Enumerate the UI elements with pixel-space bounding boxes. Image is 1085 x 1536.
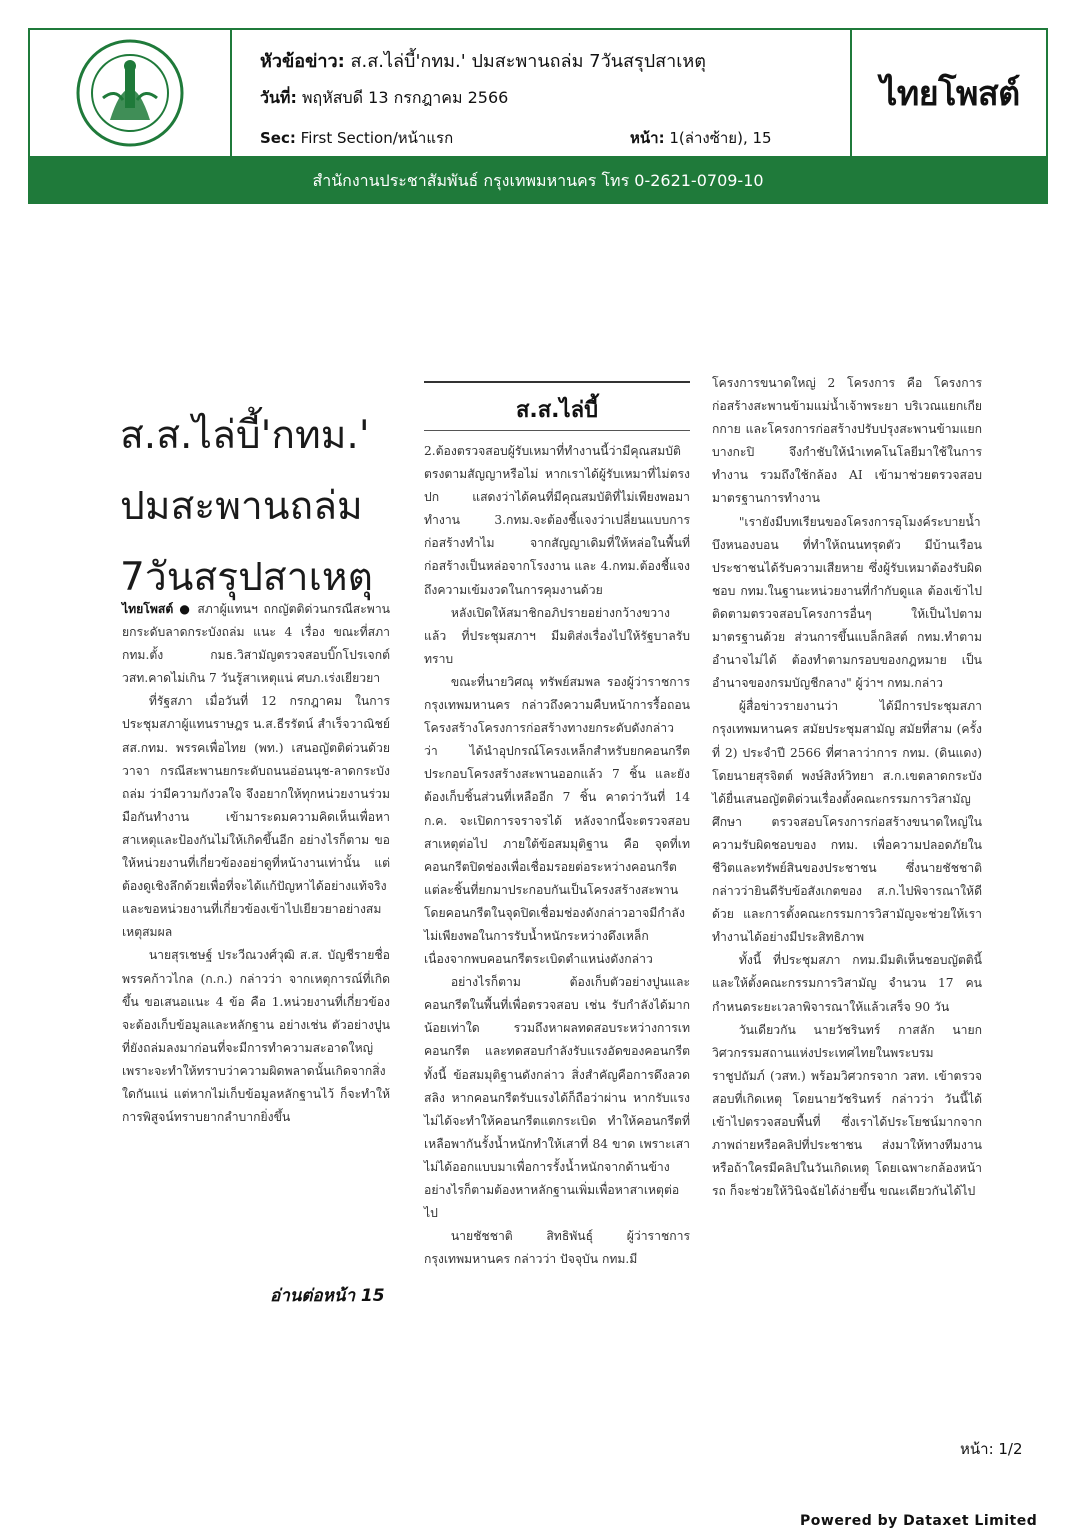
clipping-info	[260, 42, 850, 152]
headline-value: ส.ส.ไล่บี้'กทม.' ปมสะพานถล่ม 7วันสรุปสาเหตุ	[350, 51, 706, 72]
body-paragraph: โครงการขนาดใหญ่ 2 โครงการ คือ โครงการก่อสร้างสะพานข้ามแม่น้ำเจ้าพระยา บริเวณแยกเกียกกาย และโครงการก่อสร้างปรับปรุงสะพานข้ามแยกบางกะปิ จึงกำชับให้นำเทคโนโลยีมาใช้ในการทำงาน รวมถึงใช้กล้อง AI เข้ามาช่วยตรวจสอบมาตรฐานการทำงาน	[712, 376, 982, 506]
section-row	[260, 126, 453, 150]
section-title: ส.ส.ไล่บี้	[515, 398, 599, 423]
lead-paragraph	[122, 598, 390, 690]
byline: ไทยโพสต์ ●	[122, 602, 192, 616]
headline-line: 7วันสรุปสาเหตุ	[120, 555, 373, 600]
date-row	[260, 86, 508, 111]
body-paragraph: นายชัชชาติ สิทธิพันธุ์ ผู้ว่าราชการกรุงเทพมหานคร กล่าวว่า ปัจจุบัน กทม.มี	[424, 1229, 690, 1267]
body-paragraph: วันเดียวกัน นายวัชรินทร์ กาสลัก นายกวิศวกรรมสถานแห่งประเทศไทยในพระบรมราชูปถัมภ์ (วสท.) พร้อมวิศวกรจาก วสท. เข้าตรวจสอบที่เกิดเหตุ โดยนายวัชรินทร์ กล่าวว่า วันนี้ได้เข้าไปตรวจสอบพื้นที่ ซึ่งเราได้ประโยชน์มากจากภาพถ่ายหรือคลิปที่ประชาชน ส่งมาให้ทางทีมงาน หรือถ้าใครมีคลิปในวันเกิดเหตุ โดยเฉพาะกล้องหน้ารถ ก็จะช่วยให้วินิจฉัยได้ง่ายขึ้น ขณะเดียวกันได้ไป	[712, 1022, 982, 1199]
contact-bar: สำนักงานประชาสัมพันธ์ กรุงเทพมหานคร โทร 0-2621-0709-10	[28, 158, 1048, 204]
bma-seal-icon	[75, 38, 185, 148]
body-paragraph: หลังเปิดให้สมาชิกอภิปรายอย่างกว้างขวางแล้ว ที่ประชุมสภาฯ มีมติส่งเรื่องไปให้รัฐบาลรับทราบ	[424, 605, 690, 666]
sec-value: First Section/หน้าแรก	[300, 129, 454, 147]
article-column-3	[712, 372, 982, 1322]
headline-line: ส.ส.ไล่บี้'กทม.'	[120, 413, 370, 458]
article-headline	[120, 400, 400, 613]
page-indicator: หน้า: 1/2	[960, 1440, 1023, 1458]
article-column-1	[122, 598, 390, 1125]
body-paragraph: ที่รัฐสภา เมื่อวันที่ 12 กรกฎาคม ในการประชุมสภาผู้แทนราษฎร น.ส.ธีรรัตน์ สำเร็จวาณิชย์ สส.กทม. พรรคเพื่อไทย (พท.) เสนอญัตติด่วนด้วยวาจา กรณีสะพานยกระดับถนนอ่อนนุช-ลาดกระบังถล่ม ว่ามีความกังวลใจ จึงอยากให้ทุกหน่วยงานร่วมมือกันทำงาน เข้ามาระดมความคิดเห็นเพื่อหาสาเหตุและป้องกันไม่ให้เกิดขึ้นอีก อย่างไรก็ตาม ขอให้หน่วยงานที่เกี่ยวข้องอย่าดูที่หน้างานเท่านั้น แต่ต้องดูเชิงลึกด้วยเพื่อที่จะได้แก้ปัญหาได้อย่างแท้จริง และขอหน่วยงานที่เกี่ยวข้องเข้าไปเยียวยาอย่างสมเหตุสมผล	[122, 694, 390, 940]
body-paragraph: อย่างไรก็ตาม ต้องเก็บตัวอย่างปูนและคอนกรีตในพื้นที่เพื่อตรวจสอบ เช่น รับกำลังได้มากน้อยเท่าใด รวมถึงหาผลทดสอบระหว่างการเทคอนกรีต และทดสอบกำลังรับแรงอัดของคอนกรีต ทั้งนี้ ข้อสมมุติฐานดังกล่าว สิ่งสำคัญคือการดึงลวดสลิง หากคอนกรีตรับแรงได้ก็ถือว่าผ่าน หากรับแรงไม่ได้จะทำให้คอนกรีตแตกระเบิด ทำให้คอนกรีตที่เหลือพากันรั้งน้ำหนักทำให้เสาที่ 84 ขาด เพราะเสาไม่ได้ออกแบบมาเพื่อการรั้งน้ำหนักจากด้านข้าง อย่างไรก็ตามต้องหาหลักฐานเพิ่มเพื่อหาสาเหตุต่อไป	[424, 975, 690, 1221]
brand-cell	[850, 30, 1048, 156]
continue-link[interactable]: อ่านต่อหน้า 15	[270, 1286, 385, 1306]
page-row	[630, 126, 772, 150]
headline-line: ปมสะพานถล่ม	[120, 484, 363, 529]
section-rule	[424, 430, 690, 431]
section-rule	[424, 381, 690, 383]
newspaper-logo: ไทยโพสต์	[880, 74, 1020, 114]
article-column-2	[424, 440, 690, 1320]
date-value: พฤหัสบดี 13 กรกฎาคม 2566	[301, 88, 509, 107]
body-paragraph: ผู้สื่อข่าวรายงานว่า ได้มีการประชุมสภากรุงเทพมหานคร สมัยประชุมสามัญ สมัยที่สาม (ครั้งที่ 2) ประจำปี 2566 ที่ศาลาว่าการ กทม. (ดินแดง) โดยนายสุรจิตต์ พงษ์สิงห์วิทยา ส.ก.เขตลาดกระบัง ได้ยื่นเสนอญัตติด่วนเรื่องตั้งคณะกรรมการวิสามัญศึกษา ตรวจสอบโครงการก่อสร้างขนาดใหญ่ในความรับผิดชอบของ กทม. เพื่อความปลอดภัยในชีวิตและทรัพย์สินของประชาชน ซึ่งนายชัชชาติ กล่าวว่ายินดีรับข้อสังเกตของ ส.ก.ไปพิจารณาให้ดีด้วย และการตั้งคณะกรรมการวิสามัญจะช่วยให้เราทำงานได้อย่างมีประสิทธิภาพ	[712, 699, 982, 945]
date-label: วันที่:	[260, 88, 297, 107]
body-paragraph: นายสุรเชษฐ์ ประวีณวงศ์วุฒิ ส.ส. บัญชีรายชื่อ พรรคก้าวไกล (ก.ก.) กล่าวว่า จากเหตุการณ์ที่เกิดขึ้น ขอเสนอแนะ 4 ข้อ คือ 1.หน่วยงานที่เกี่ยวข้องจะต้องเก็บข้อมูลและหลักฐาน อย่างเช่น ตัวอย่างปูนที่ยังถล่มลงมาก่อนที่จะมีการทำความสะอาดใหญ่ เพราะจะทำให้ทราบว่าความผิดพลาดนั้นเกิดจากสิ่งใดกันแน่ แต่หากไม่เก็บข้อมูลหลักฐานไว้ ก็จะทำให้การพิสูจน์ทราบยากลำบากยิ่งขึ้น	[122, 948, 390, 1125]
page-value: 1(ล่างซ้าย), 15	[669, 129, 772, 147]
body-paragraph: 2.ต้องตรวจสอบผู้รับเหมาที่ทำงานนี้ว่ามีคุณสมบัติตรงตามสัญญาหรือไม่ หากเราได้ผู้รับเหมาที่ไม่ตรงปก แสดงว่าได้คนที่มีคุณสมบัติที่ไม่เพียงพอมาทำงาน 3.กทม.จะต้องชี้แจงว่าเปลี่ยนแบบการก่อสร้างทำไม จากสัญญาเดิมที่ให้หล่อในพื้นที่ก่อสร้างเป็นหล่อจากโรงงาน และ 4.กทม.ต้องชี้แจงถึงความเข้มงวดในการคุมงานด้วย	[424, 444, 690, 597]
body-paragraph: "เรายังมีบทเรียนของโครงการอุโมงค์ระบายน้ำบึงหนองบอน ที่ทำให้ถนนทรุดตัว มีบ้านเรือนประชาชนได้รับความเสียหาย ซึ่งผู้รับเหมาต้องรับผิดชอบ กทม.ในฐานะหน่วยงานที่กำกับดูแล ต้องเข้าไปติดตามตรวจสอบโครงการอื่นๆ ให้เป็นไปตามมาตรฐานด้วย ส่วนการขึ้นแบล็กลิสต์ กทม.ทำตามอำนาจไม่ได้ ต้องทำตามกรอบของกฎหมาย เป็นอำนาจของกรมบัญชีกลาง" ผู้ว่าฯ กทม.กล่าว	[712, 514, 982, 691]
body-paragraph: ทั้งนี้ ที่ประชุมสภา กทม.มีมติเห็นชอบญัตตินี้ และให้ตั้งคณะกรรมการวิสามัญ จำนวน 17 คน กำหนดระยะเวลาพิจารณาให้แล้วเสร็จ 90 วัน	[712, 953, 982, 1014]
powered-by: Powered by Dataxet Limited	[800, 1513, 1038, 1529]
headline-row	[260, 46, 706, 75]
body-paragraph: ขณะที่นายวิศณุ ทรัพย์สมพล รองผู้ว่าราชการกรุงเทพมหานคร กล่าวถึงความคืบหน้าการรื้อถอนโครงสร้างโครงการก่อสร้างทางยกระดับดังกล่าว ว่า ได้นำอุปกรณ์โครงเหล็กสำหรับยกคอนกรีตประกอบโครงสร้างสะพานออกแล้ว 7 ชิ้น และยังต้องเก็บชิ้นส่วนที่เหลืออีก 7 ชิ้น คาดว่าวันที่ 14 ก.ค. จะเปิดการจราจรได้ หลังจากนี้จะตรวจสอบสาเหตุต่อไป ภายใต้ข้อสมมุติฐาน คือ จุดที่เทคอนกรีตปิดช่องเพื่อเชื่อมรอยต่อระหว่างคอนกรีตแต่ละชิ้นที่ยกมาประกอบกันเป็นโครงสร้างสะพาน โดยคอนกรีตในจุดปิดเชื่อมช่องดังกล่าวอาจมีกำลังไม่เพียงพอในการรับน้ำหนักระหว่างดึงเหล็ก เนื่องจากพบคอนกรีตระเบิดตำแหน่งดังกล่าว	[424, 674, 690, 967]
page-label: หน้า:	[630, 129, 665, 147]
lead-text: สภาผู้แทนฯ ถกญัตติด่วนกรณีสะพานยกระดับลาดกระบังถล่ม แนะ 4 เรื่อง ขณะที่สภา กทม.ตั้ง กมธ.วิสามัญตรวจสอบบิ๊กโปรเจกต์ วสท.คาดไม่เกิน 7 วันรู้สาเหตุแน่ ศบภ.เร่งเยียวยา	[122, 602, 390, 686]
headline-label: หัวข้อข่าว:	[260, 51, 345, 72]
clipping-header	[28, 28, 1048, 158]
sec-label: Sec:	[260, 129, 296, 147]
logo-cell	[30, 30, 232, 156]
